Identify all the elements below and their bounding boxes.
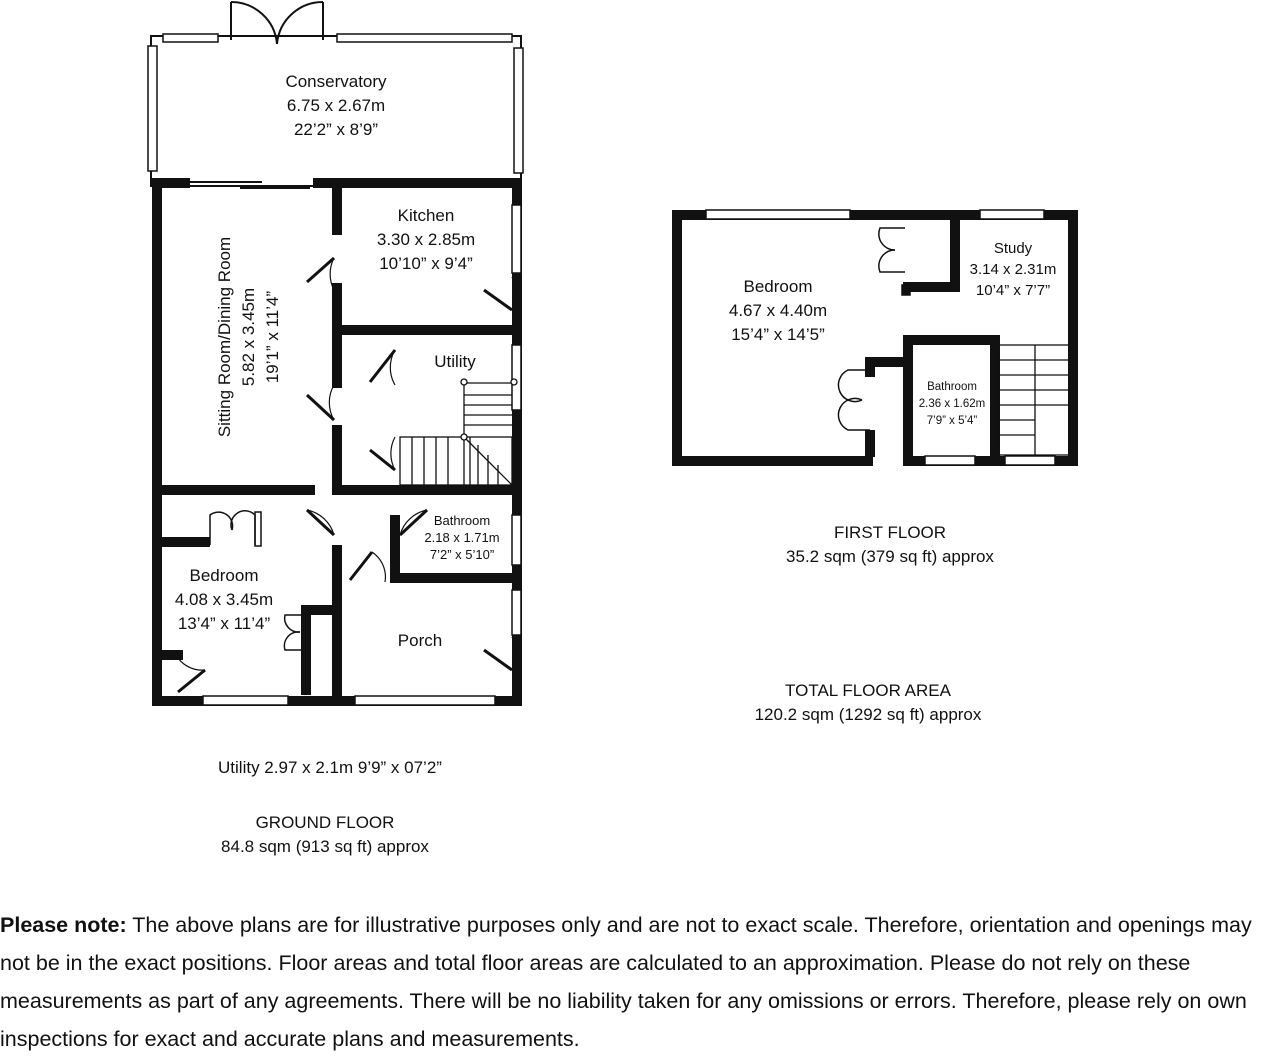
total-floor-title: TOTAL FLOOR AREA [785,681,951,700]
room-metric: 2.18 x 1.71m [424,530,500,545]
ground-bedroom-label [163,564,285,636]
room-name: Kitchen [397,206,455,225]
room-metric: 6.75 x 2.67m [286,96,386,115]
room-name: Bedroom [189,566,259,585]
ground-floor-title: GROUND FLOOR [255,813,395,832]
room-imperial: 7’2” x 5’10” [429,547,495,562]
room-imperial: 7’9” x 5’4” [926,415,978,427]
porch-label [380,629,460,653]
first-floor-summary [740,521,1040,569]
total-floor-summary [718,679,1018,727]
note-text: The above plans are for illustrative purposes only and are not to exact scale. Therefore, orientation and openings may not be in the exact positions. Floor areas and total floor areas are calculated to an approximation. Please do not rely on these measurements as part of any agreements. There will be no liability taken for any omissions or errors. Therefore, please rely on own inspections for exact and accurate plans and measurements. [0,913,1252,1051]
first-stairs [999,345,1069,455]
note-lead: Please note: [0,913,127,937]
total-floor-area: 120.2 sqm (1292 sq ft) approx [754,705,982,724]
first-wardrobes [838,228,910,430]
first-floor-area: 35.2 sqm (379 sq ft) approx [786,547,994,566]
room-name: Study [993,240,1033,257]
room-name: Bathroom [927,381,977,393]
conservatory-french-doors [231,2,323,44]
room-metric: 3.14 x 2.31m [969,261,1057,278]
room-name: Utility [434,352,476,371]
first-bedroom-label [708,275,848,347]
room-metric: 4.08 x 3.45m [174,590,274,609]
study-label [958,238,1068,301]
utility-note-text: Utility 2.97 x 2.1m 9’9” x 07’2” [218,758,442,777]
ground-floor-area: 84.8 sqm (913 sq ft) approx [221,837,429,856]
room-metric: 3.30 x 2.85m [376,230,476,249]
kitchen-label [356,204,496,276]
room-name: Porch [397,631,443,650]
room-imperial: 13’4” x 11’4” [177,614,271,633]
room-metric: 4.67 x 4.40m [728,301,828,320]
room-name: Sitting Room/Dining Room [215,236,234,438]
conservatory-label [256,70,416,142]
room-imperial: 10’10” x 9’4” [379,254,473,273]
room-imperial: 22’2” x 8’9” [293,120,379,139]
room-imperial: 15’4” x 14’5” [731,325,825,344]
room-imperial: 10’4” x 7’7” [975,282,1051,299]
ground-stairs [400,379,517,485]
first-floor-title: FIRST FLOOR [833,523,947,542]
room-name: Bathroom [433,513,491,528]
room-metric: 5.82 x 3.45m [239,287,258,387]
room-name: Conservatory [285,72,387,91]
room-imperial: 19’1” x 11’4” [263,290,282,384]
ground-floor-summary [190,811,460,859]
disclaimer-note [0,906,1270,1058]
room-metric: 2.36 x 1.62m [918,398,986,410]
utility-note [160,756,500,780]
first-bathroom-label [910,379,994,430]
ground-bathroom-label [412,512,512,563]
room-name: Bedroom [743,277,813,296]
sitting-room-label [213,207,285,467]
utility-label [415,350,495,374]
